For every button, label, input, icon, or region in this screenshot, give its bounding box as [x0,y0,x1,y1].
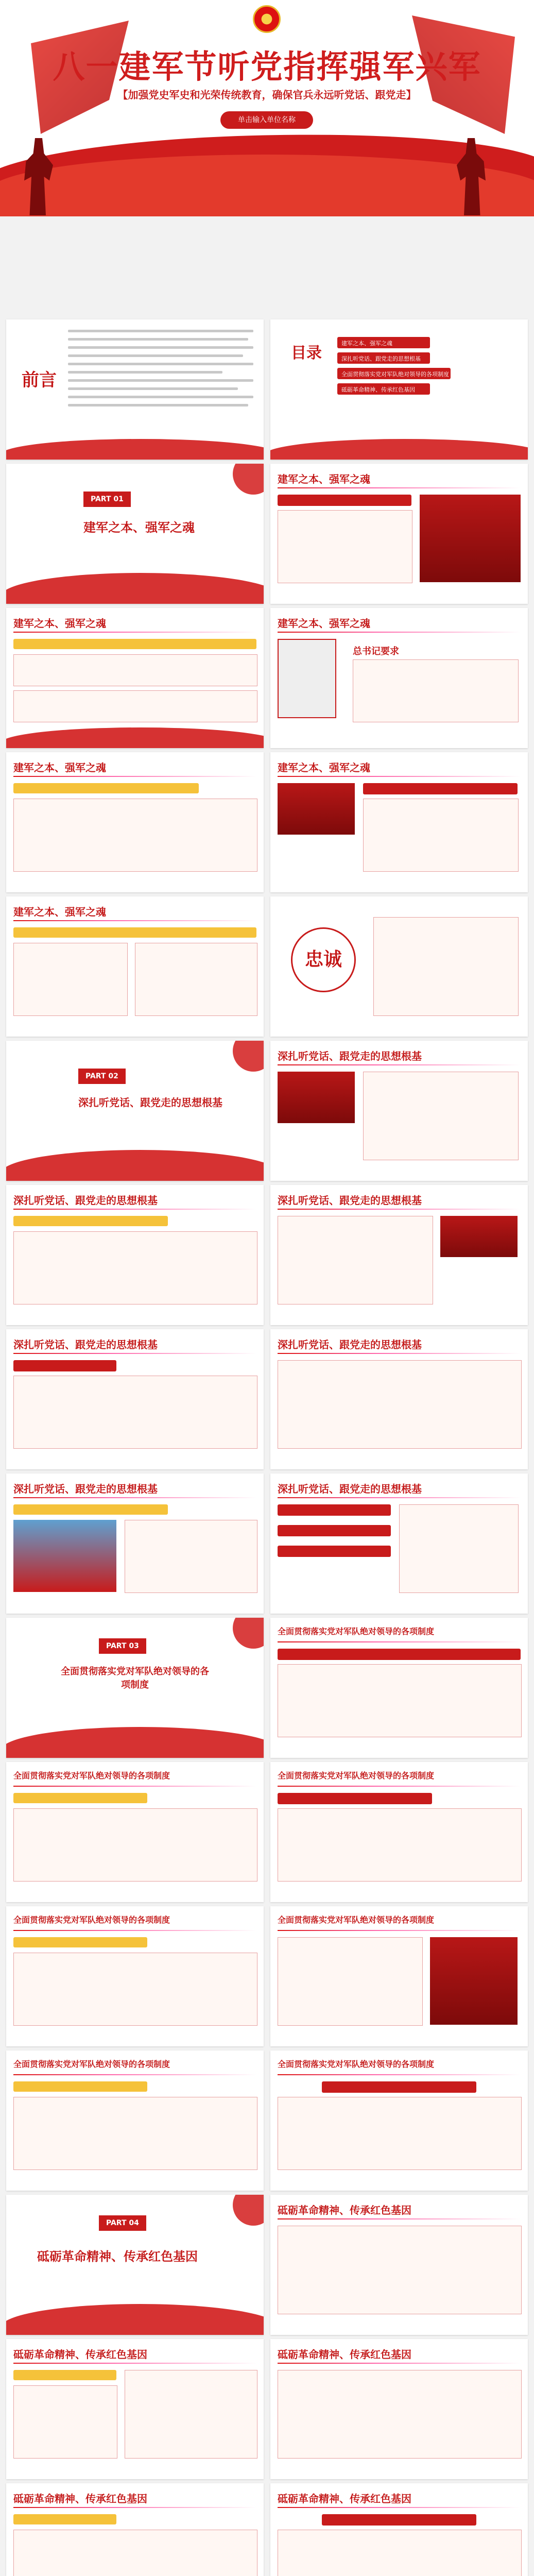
cover-title: 八一建军节听党指挥强军兴军 [53,48,481,86]
preface-label: 前言 [22,370,57,391]
slide-s3b[interactable]: 全面贯彻落实党对军队绝对领导的各项制度 [6,1762,264,1902]
slide-s2g[interactable]: 深扎听党话、跟党走的思想根基 [270,1473,528,1614]
slide-part02[interactable]: PART 02 深扎听党话、跟党走的思想根基 [6,1041,264,1181]
slide-s3e[interactable]: 全面贯彻落实党对军队绝对领导的各项制度 [270,1906,528,2046]
toc-item-3[interactable]: 全面贯彻落实党对军队绝对领导的各项制度 [341,371,449,378]
party-emblem-icon [253,5,281,33]
slide-toc[interactable] [270,319,528,460]
slide-preface[interactable] [6,319,264,460]
slide-s1d[interactable]: 建军之本、强军之魂 [6,752,264,892]
zhong-badge: 忠诚 [291,927,356,992]
slide-s3a[interactable]: 全面贯彻落实党对军队绝对领导的各项制度 [270,1618,528,1758]
slide-s3d[interactable]: 全面贯彻落实党对军队绝对领导的各项制度 [6,1906,264,2046]
slide-s3f[interactable]: 全面贯彻落实党对军队绝对领导的各项制度 [6,2050,264,2191]
unit-name-button[interactable]: 单击输入单位名称 [220,111,313,129]
slide-s4e[interactable]: 砥砺革命精神、传承红色基因 [270,2483,528,2576]
slide-s2a[interactable]: 深扎听党话、跟党走的思想根基 [270,1041,528,1181]
toc-item-1[interactable]: 建军之本、强军之魂 [341,340,392,347]
cover-slide [0,0,534,216]
slide-s1a[interactable]: 建军之本、强军之魂 [270,464,528,604]
slide-s1b[interactable]: 建军之本、强军之魂 [6,608,264,748]
slide-s2c[interactable]: 深扎听党话、跟党走的思想根基 [270,1185,528,1325]
slide-s4d[interactable]: 砥砺革命精神、传承红色基因 [6,2483,264,2576]
toc-item-4[interactable]: 砥砺革命精神、传承红色基因 [341,386,415,393]
slide-s3g[interactable]: 全面贯彻落实党对军队绝对领导的各项制度 [270,2050,528,2191]
slide-s1e[interactable]: 建军之本、强军之魂 [270,752,528,892]
red-wave-front [0,155,534,216]
slide-s2b[interactable]: 深扎听党话、跟党走的思想根基 [6,1185,264,1325]
slide-s1f[interactable]: 建军之本、强军之魂 [6,896,264,1037]
slide-part03[interactable]: PART 03 全面贯彻落实党对军队绝对领导的各项制度 [6,1618,264,1758]
part01-title: 建军之本、强军之魂 [83,520,195,535]
slide-s1c[interactable]: 建军之本、强军之魂 总书记要求 [270,608,528,748]
slide-part04[interactable]: PART 04 砥砺革命精神、传承红色基因 [6,2195,264,2335]
cover-subtitle: 【加强党史军史和光荣传统教育，确保官兵永远听党话、跟党走】 [117,89,417,101]
toc-item-2[interactable]: 深扎听党话、跟党走的思想根基 [341,355,421,362]
slide-s3c[interactable]: 全面贯彻落实党对军队绝对领导的各项制度 [270,1762,528,1902]
slide-s4a[interactable]: 砥砺革命精神、传承红色基因 [270,2195,528,2335]
slide-s2d[interactable]: 深扎听党话、跟党走的思想根基 [6,1329,264,1469]
slide-s2f[interactable]: 深扎听党话、跟党走的思想根基 [6,1473,264,1614]
toc-label: 目录 [291,344,322,362]
slide-s2e[interactable]: 深扎听党话、跟党走的思想根基 [270,1329,528,1469]
slide-s4c[interactable]: 砥砺革命精神、传承红色基因 [270,2339,528,2479]
slide-part01[interactable] [6,464,264,604]
part01-number: PART 01 [83,492,131,507]
slide-s4b[interactable]: 砥砺革命精神、传承红色基因 [6,2339,264,2479]
slide-zhong[interactable] [270,896,528,1037]
